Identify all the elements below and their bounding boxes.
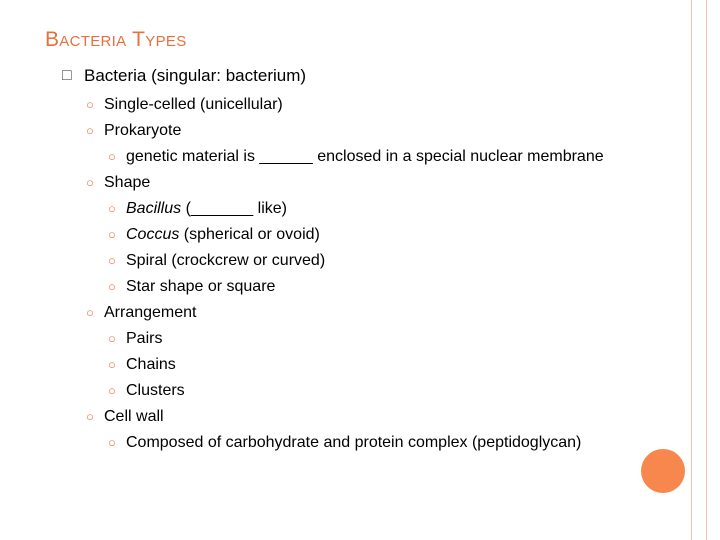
bullet-shape xyxy=(62,173,622,192)
bullet-text: (_______ like) xyxy=(181,200,287,217)
bullet-text: Clusters xyxy=(126,382,185,399)
bullet-star xyxy=(62,277,622,296)
bullet-text: Single-celled (unicellular) xyxy=(104,96,283,113)
bullet-bacillus xyxy=(62,199,622,218)
bullet-pairs xyxy=(62,329,622,348)
circle-bullet-icon: ○ xyxy=(108,201,116,216)
frame-line-right xyxy=(706,0,707,540)
circle-bullet-icon: ○ xyxy=(108,435,116,450)
bullet-text: Bacteria (singular: bacterium) xyxy=(84,66,307,85)
circle-bullet-icon: ○ xyxy=(86,409,94,424)
circle-bullet-icon: ○ xyxy=(108,331,116,346)
bullet-text: Composed of carbohydrate and protein complex (peptidoglycan) xyxy=(126,434,582,451)
bullet-prokaryote xyxy=(62,121,622,140)
bullet-single-celled xyxy=(62,95,622,114)
circle-bullet-icon: ○ xyxy=(86,97,94,112)
bullet-text: (spherical or ovoid) xyxy=(179,226,320,243)
bullet-text: Cell wall xyxy=(104,408,164,425)
bullet-italic-term: Bacillus xyxy=(126,200,182,217)
bullet-text: Spiral (crockcrew or curved) xyxy=(126,252,326,269)
bullet-text: Prokaryote xyxy=(104,122,182,139)
circle-bullet-icon: ○ xyxy=(108,383,116,398)
slide-content xyxy=(62,64,622,459)
bullet-bacteria xyxy=(62,64,622,88)
circle-bullet-icon: ○ xyxy=(86,305,94,320)
circle-bullet-icon: ○ xyxy=(86,175,94,190)
circle-bullet-icon: ○ xyxy=(108,279,116,294)
bullet-clusters xyxy=(62,381,622,400)
bullet-text: Pairs xyxy=(126,330,163,347)
bullet-chains xyxy=(62,355,622,374)
bullet-composed xyxy=(62,433,622,452)
bullet-text: Shape xyxy=(104,174,151,191)
frame-line-left xyxy=(691,0,692,540)
circle-bullet-icon: ○ xyxy=(108,253,116,268)
bullet-cell-wall xyxy=(62,407,622,426)
bullet-text: Chains xyxy=(126,356,176,373)
decorative-circle xyxy=(641,449,685,493)
bullet-italic-term: Coccus xyxy=(126,226,180,243)
circle-bullet-icon: ○ xyxy=(108,227,116,242)
circle-bullet-icon: ○ xyxy=(86,123,94,138)
bullet-arrangement xyxy=(62,303,622,322)
circle-bullet-icon: ○ xyxy=(108,149,116,164)
bullet-genetic-material xyxy=(62,147,622,166)
square-bullet-icon: □ xyxy=(62,67,72,84)
bullet-text: genetic material is ______ enclosed in a special nuclear membrane xyxy=(126,148,604,165)
bullet-text: Arrangement xyxy=(104,304,197,321)
bullet-spiral xyxy=(62,251,622,270)
bullet-text: Star shape or square xyxy=(126,278,276,295)
circle-bullet-icon: ○ xyxy=(108,357,116,372)
bullet-coccus xyxy=(62,225,622,244)
slide-title: Bacteria Types xyxy=(45,28,187,51)
